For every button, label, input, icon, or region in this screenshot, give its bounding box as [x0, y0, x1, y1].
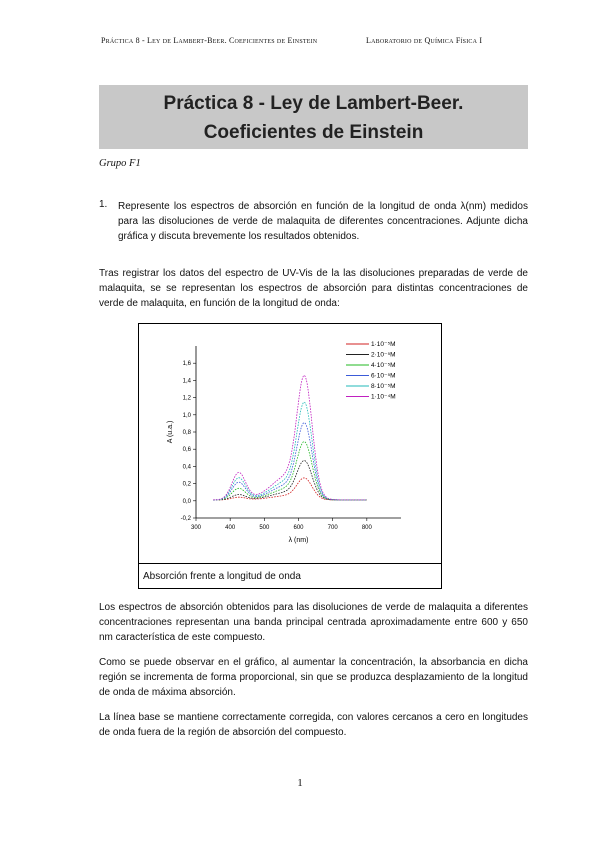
figure	[138, 323, 442, 589]
y-tick-label: 0,6	[182, 447, 191, 454]
legend-label: 4·10⁻⁵M	[371, 362, 396, 369]
series-line	[213, 461, 367, 500]
y-tick-label: 1,4	[182, 378, 191, 385]
paragraph-baseline: La línea base se mantiene correctamente corregida, con valores cercanos a cero en longitudes de onda fuera de la región de absorción del compuesto.	[99, 712, 528, 738]
legend-label: 6·10⁻⁵M	[371, 372, 396, 380]
title-line-2: Coeficientes de Einstein	[203, 122, 424, 143]
x-tick-label: 300	[190, 525, 202, 531]
y-tick-label: 0,4	[182, 464, 191, 471]
header-left: Práctica 8 - Ley de Lambert-Beer. Coeficientes de Einstein	[101, 36, 318, 45]
y-tick-label: 1,2	[182, 395, 191, 402]
legend-label: 8·10⁻⁵M	[371, 383, 396, 390]
y-tick-label: 0,0	[182, 498, 191, 505]
paragraph-concentration: Como se puede observar en el gráfico, al aumentar la concentración, la absorbancia en dicha región se incrementa de forma proporcional, sin que se produzca desplazamiento de la longitud de onda de máxima absorción.	[99, 657, 528, 698]
question-text: Represente los espectros de absorción en función de la longitud de onda λ(nm) medidos para las disoluciones de verde de malaquita de diferentes concentraciones. Adjunte dicha gráfica y discuta brevemente los resultados obtenidos.	[118, 201, 528, 242]
legend-label: 2·10⁻⁵M	[371, 351, 396, 359]
y-tick-label: 1,6	[182, 361, 191, 368]
figure-caption: Absorción frente a longitud de onda	[139, 563, 441, 588]
paragraph-intro: Tras registrar los datos del espectro de UV-Vis de la las disoluciones preparadas de verde de malaquita, se se representan los espectros de absorción para distintas concentraciones de verde de malaquita, en función de la longitud de onda:	[99, 268, 528, 309]
paragraph-band: Los espectros de absorción obtenidos para las disoluciones de verde de malaquita a diferentes concentraciones representan una banda principal centrada aproximadamente entre 600 y 650 nm característica de este compuesto.	[99, 602, 528, 643]
x-axis-label: λ (nm)	[288, 537, 309, 544]
y-axis-label: A (u.a.)	[167, 420, 174, 444]
legend-label: 1·10⁻⁴M	[371, 393, 396, 401]
title-box	[99, 85, 528, 149]
series-line	[213, 402, 367, 500]
question-number: 1.	[99, 199, 108, 210]
page-number: 1	[297, 777, 303, 789]
x-tick-label: 700	[327, 525, 338, 531]
group-label: Grupo F1	[99, 158, 141, 169]
y-tick-label: 0,2	[182, 481, 191, 488]
x-tick-label: 500	[259, 525, 270, 531]
y-tick-label: 0,8	[182, 430, 191, 436]
x-tick-label: 400	[225, 525, 236, 531]
y-tick-label: 1,0	[182, 412, 191, 419]
series-line	[213, 442, 367, 500]
x-tick-label: 800	[361, 525, 372, 531]
legend-label: 1·10⁻⁵M	[371, 341, 396, 348]
x-tick-label: 600	[293, 525, 304, 531]
title-line-1: Práctica 8 - Ley de Lambert-Beer.	[163, 93, 464, 114]
spectrum-chart	[139, 324, 441, 563]
series-line	[213, 423, 367, 500]
header-right: Laboratorio de Química Física I	[366, 36, 483, 45]
y-tick-label: -0,2	[180, 516, 191, 522]
